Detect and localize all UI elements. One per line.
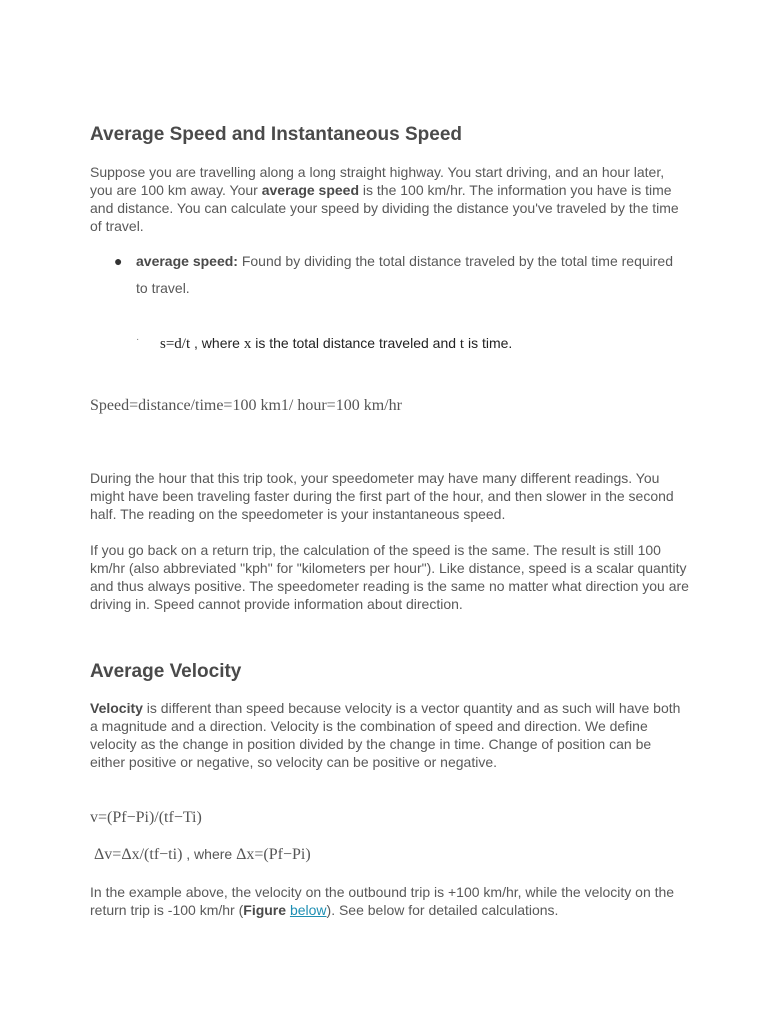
bullet-definition: Found by dividing the total distance traveled by the total time required to travel. (136, 253, 673, 296)
sub-bullet-text-3: is time. (464, 335, 513, 351)
intro-text-2: is the 100 km/hr. The information you have is time and distance. You can calculate your speed by dividing the distance you've traveled by the time of travel. (90, 182, 679, 234)
velocity-bold-term: Velocity (90, 700, 143, 716)
example-text-2: ). See below for detailed calculations. (326, 902, 559, 918)
velocity-text: is different than speed because velocity is a vector quantity and as such will have both a magnitude and a direction. Velocity is the combination of speed and direction. We define velocity as the change in position divided by the change in time. Change of position can be either positive or negative, so velocity can be positive or negative. (90, 700, 681, 770)
sub-bullet-marker: · (136, 334, 140, 345)
variable-x: x (243, 336, 252, 352)
bullet-content (136, 248, 676, 302)
sub-bullet-text-2: is the total distance traveled and (251, 335, 460, 351)
heading-average-velocity: Average Velocity (90, 661, 242, 682)
return-trip-paragraph: If you go back on a return trip, the calculation of the speed is the same. The result is still 100 km/hr (also abbreviated "kph" for "kilometers per hour"). Like distance, speed is a scalar quantity and thus always positive. The speedometer reading is the same no matter what direction you are driving in. Speed cannot provide information about direction. (90, 542, 689, 612)
example-paragraph (90, 883, 690, 919)
intro-text-1: Suppose you are travelling along a long straight highway. You start driving, and an hour later, you are 100 km away. Your (90, 164, 665, 198)
delta-formula (94, 846, 311, 864)
velocity-formula: v=(Pf−Pi)/(tf−Ti) (90, 809, 202, 826)
speed-formula: Speed=distance/time=100 km1/ hour=100 km/hr (90, 397, 402, 414)
sub-bullet-text-1: , where (190, 335, 244, 351)
bullet-marker: ● (114, 253, 123, 269)
instantaneous-speed-paragraph: During the hour that this trip took, your speedometer may have many different readings. You might have been traveling faster during the first part of the hour, and then slower in the second half. The reading on the speedometer is your instantaneous speed. (90, 470, 674, 522)
below-link[interactable]: below (289, 902, 327, 918)
heading-average-speed: Average Speed and Instantaneous Speed (90, 124, 463, 145)
formula-s-d-t: s=d/t (160, 336, 191, 352)
figure-bold-label: Figure (243, 902, 287, 918)
bullet-term: average speed: (136, 253, 238, 269)
intro-paragraph (90, 163, 690, 235)
variable-t: t (459, 336, 465, 352)
delta-x-formula: Δx=(Pf−Pi) (236, 846, 311, 863)
sub-bullet-content (160, 335, 512, 353)
intro-bold-term: average speed (261, 182, 360, 198)
delta-where-text: , where (182, 846, 237, 862)
delta-v-formula: Δv=Δx/(tf−ti) (94, 846, 183, 863)
velocity-paragraph (90, 699, 690, 771)
example-text-1: In the example above, the velocity on the outbound trip is +100 km/hr, while the velocity on the return trip is -100 km/hr ( (90, 884, 675, 918)
